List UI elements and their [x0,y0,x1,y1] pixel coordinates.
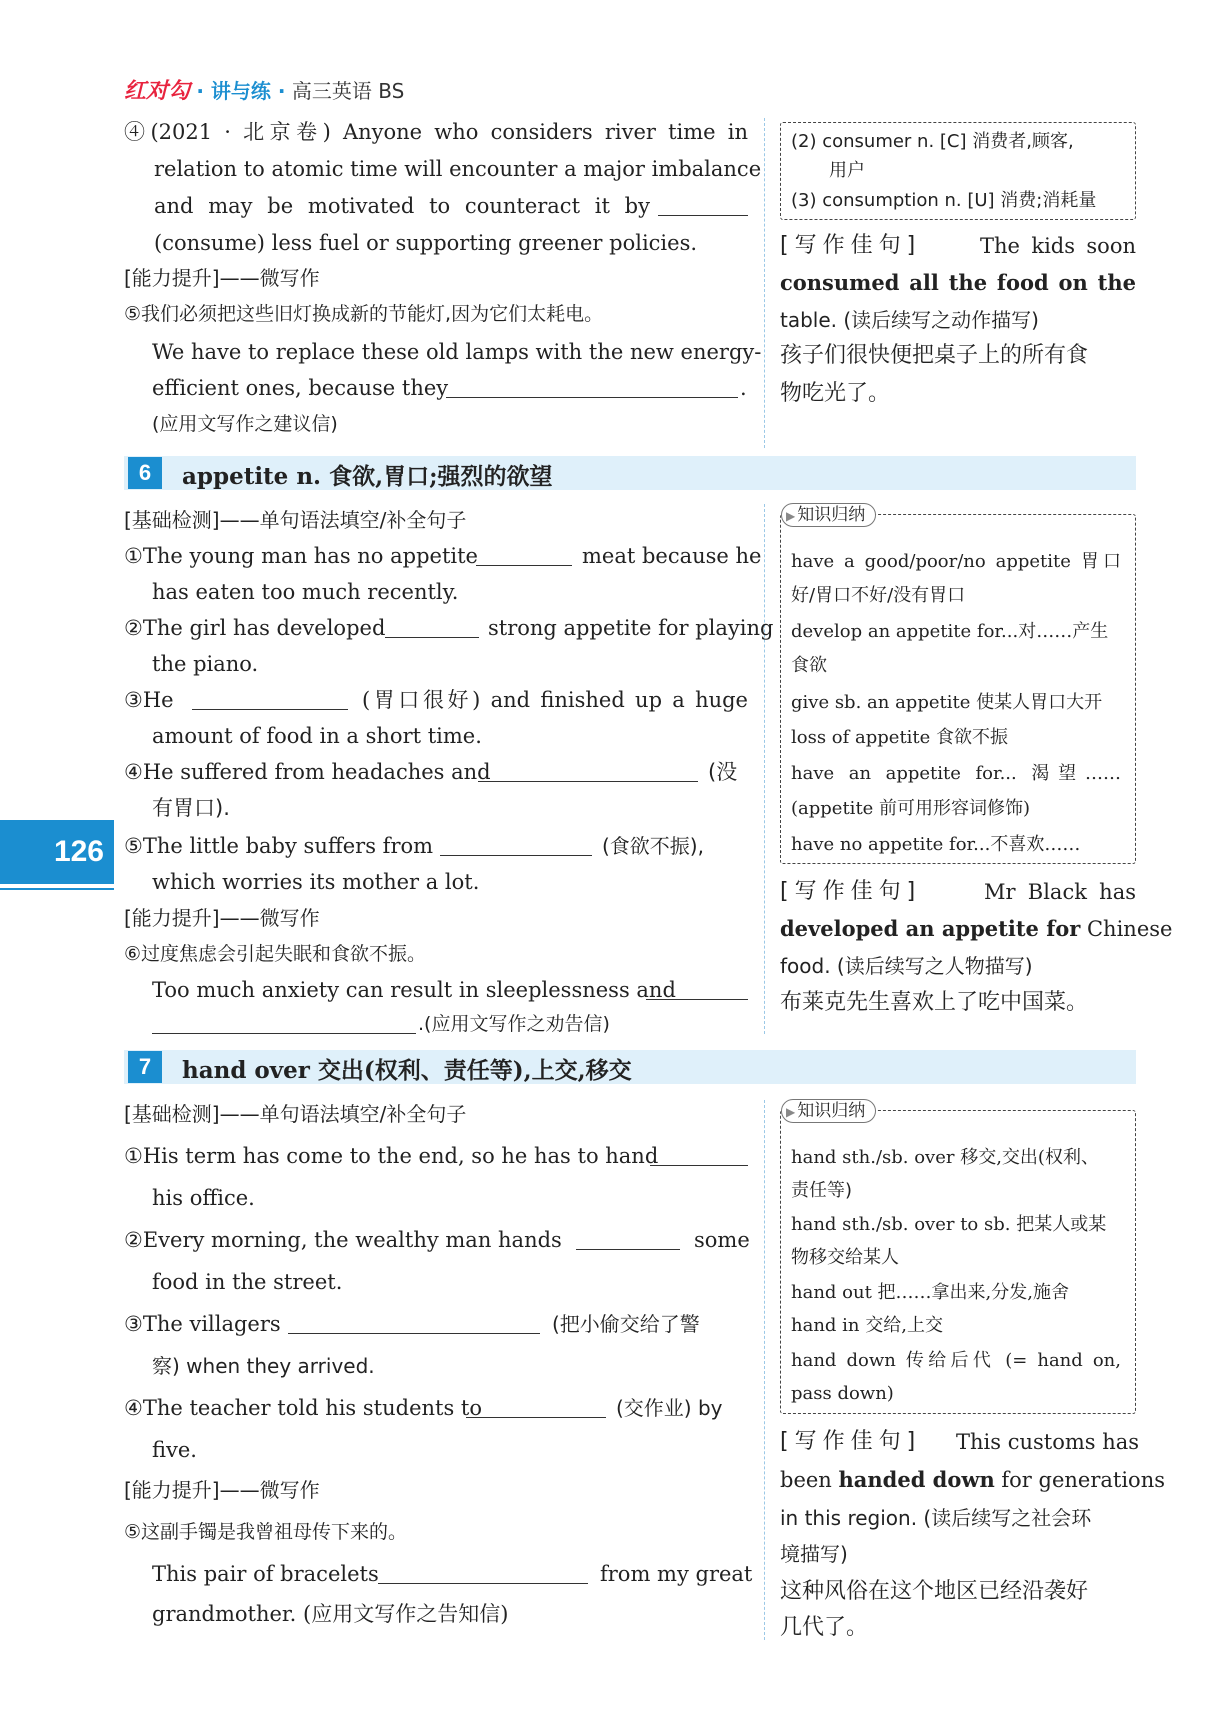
text-line: five. [152,1438,197,1462]
text-line: This pair of bracelets [152,1562,379,1586]
text-line: 布莱克先生喜欢上了吃中国菜。 [780,990,1089,1015]
text-line: 察) when they arrived. [152,1354,375,1378]
text-line: 物吃光了。 [780,381,891,406]
text-line: from my great [600,1562,753,1586]
fill-blank[interactable] [440,836,592,856]
text-line: 境描写) [780,1542,848,1566]
knowledge-tag: ▶ 知识归纳 [781,1099,876,1123]
fill-blank[interactable] [650,1146,748,1166]
box-line: hand in 交给,上交 [791,1315,943,1336]
fill-blank[interactable] [658,196,748,216]
text-line: (交作业) by [616,1396,723,1420]
box-line: have an appetite for... 渴望…… [791,763,1121,784]
text-line: efficient ones, because they [152,376,449,400]
text-line: This customs has [956,1430,1140,1454]
fill-blank[interactable] [152,1014,416,1034]
text-line: ②The girl has developed [124,616,386,640]
play-icon: ▶ [786,509,796,523]
text-line: (没 [708,760,738,784]
section-title: appetite n. 食欲,胃口;强烈的欲望 [182,463,553,490]
section-title: hand over 交出(权利、责任等),上交,移交 [182,1057,632,1084]
column-divider [764,118,765,448]
text-line: strong appetite for playing [488,616,774,640]
text-line: grandmother. (应用文写作之告知信) [152,1602,509,1626]
text-line: food in the street. [152,1270,343,1294]
page-number-rule [0,888,114,890]
text-line: (食欲不振), [602,834,704,858]
fill-blank[interactable] [378,1564,588,1584]
box-line: have no appetite for...不喜欢…… [791,834,1081,855]
fill-blank[interactable] [478,762,698,782]
box-line: have a good/poor/no appetite 胃口 [791,551,1121,572]
text-line: (应用文写作之建议信) [152,413,338,435]
fill-blank[interactable] [192,690,348,710]
box-line: 好/胃口不好/没有胃口 [791,585,966,606]
box-line: give sb. an appetite 使某人胃口大开 [791,692,1103,713]
text-line: ②Every morning, the wealthy man hands [124,1228,562,1252]
box-line: (2) consumer n. [C] 消费者,顾客, [791,131,1074,152]
text-line: Too much anxiety can result in sleeplessness and [152,978,676,1002]
column-divider [764,1100,765,1640]
book-title: 高三英语 BS [291,79,405,103]
text-line: ④The teacher told his students to [124,1396,482,1420]
text-line: amount of food in a short time. [152,724,482,748]
chinese-prompt: ⑤我们必须把这些旧灯换成新的节能灯,因为它们太耗电。 [124,303,604,325]
box-line: (appetite 前可用形容词修饰) [791,798,1031,819]
fill-blank[interactable] [466,1398,606,1418]
brand-logo: 红对勾 [124,79,191,104]
text-line: table. (读后续写之动作描写) [780,308,1039,332]
text-line: ⑤The little baby suffers from [124,834,434,858]
text-line: 孩子们很快便把桌子上的所有食 [780,343,1089,368]
box-line: 食欲 [791,655,827,676]
column-divider [764,504,765,1034]
text-line: ④He suffered from headaches and [124,760,491,784]
section-label: [基础检测]——单句语法填空/补全句子 [124,1102,467,1126]
box-line: 用户 [829,160,865,181]
box-line: develop an appetite for...对……产生 [791,621,1109,642]
text-line: (把小偷交给了警 [552,1312,700,1336]
text-line: The kids soon [980,234,1136,258]
text-line: in this region. (读后续写之社会环 [780,1506,1092,1530]
section-number: 6 [128,457,162,489]
section-label: [能力提升]——微写作 [124,906,320,930]
box-line: pass down) [791,1383,894,1404]
fill-blank[interactable] [646,980,748,1000]
writing-label: [写作佳句] [780,233,922,258]
text-line: 这种风俗在这个地区已经沿袭好 [780,1579,1089,1604]
box-line: hand down 传给后代 (= hand on, [791,1350,1121,1371]
text-line: been handed down for generations [780,1467,1166,1492]
text-line: (胃口很好) and finished up a huge [362,688,748,712]
chinese-prompt: ⑤这副手镯是我曾祖母传下来的。 [124,1521,408,1543]
text-line: ①His term has come to the end, so he has to hand [124,1144,659,1168]
box-line: hand out 把……拿出来,分发,施舍 [791,1282,1069,1303]
text-line: and may be motivated to counteract it by [154,194,650,218]
box-line: 物移交给某人 [791,1247,899,1268]
fill-blank[interactable] [476,546,572,566]
writing-label: [写作佳句] [780,1429,922,1454]
box-line: hand sth./sb. over 移交,交出(权利、 [791,1147,1099,1168]
page-header [124,74,404,105]
knowledge-tag: ▶ 知识归纳 [781,503,876,527]
text-line: ③The villagers [124,1312,281,1336]
fill-blank[interactable] [576,1230,680,1250]
box-line: 责任等) [791,1180,853,1201]
text-line: the piano. [152,652,259,676]
section-number: 7 [128,1051,162,1083]
page-number: 126 [0,820,114,884]
text-line: ③He [124,688,174,712]
knowledge-box [780,1101,1136,1414]
box-line: hand sth./sb. over to sb. 把某人或某 [791,1214,1107,1235]
play-icon: ▶ [786,1105,796,1119]
series-label: · 讲与练 · [196,79,286,103]
writing-label: [写作佳句] [780,879,922,904]
section-label: [能力提升]——微写作 [124,266,320,290]
text-line: relation to atomic time will encounter a major imbalance [154,157,762,181]
text-line: 有胃口). [152,796,230,820]
text-line: some [694,1228,750,1252]
text-line: his office. [152,1186,255,1210]
box-line: (3) consumption n. [U] 消费;消耗量 [791,190,1097,211]
text-line: (consume) less fuel or supporting greener policies. [154,231,698,255]
fill-blank[interactable] [288,1314,540,1334]
text-line: developed an appetite for Chinese [780,916,1173,941]
text-line: meat because he [582,544,762,568]
box-line: loss of appetite 食欲不振 [791,727,1009,748]
chinese-prompt: ⑥过度焦虑会引起失眠和食欲不振。 [124,943,427,965]
text-line: Mr Black has [984,880,1136,904]
section-label: [基础检测]——单句语法填空/补全句子 [124,508,467,532]
text-line: ①The young man has no appetite [124,544,478,568]
section-7-bar [124,1050,1136,1084]
fill-blank[interactable] [385,618,479,638]
section-label: [能力提升]——微写作 [124,1478,320,1502]
period: . [740,376,747,400]
fill-blank[interactable] [446,378,738,398]
text-line: 几代了。 [780,1615,869,1640]
text-line: consumed all the food on the [780,270,1136,295]
knowledge-box [780,505,1136,864]
text-line: has eaten too much recently. [152,580,459,604]
text-line: ④(2021 · 北京卷) Anyone who considers river time in [124,120,748,144]
text-line: .(应用文写作之劝告信) [418,1013,610,1035]
text-line: We have to replace these old lamps with the new energy- [152,340,762,364]
text-line: which worries its mother a lot. [152,870,480,894]
section-6-bar [124,456,1136,490]
text-line: food. (读后续写之人物描写) [780,954,1033,978]
vocab-box [780,122,1136,220]
